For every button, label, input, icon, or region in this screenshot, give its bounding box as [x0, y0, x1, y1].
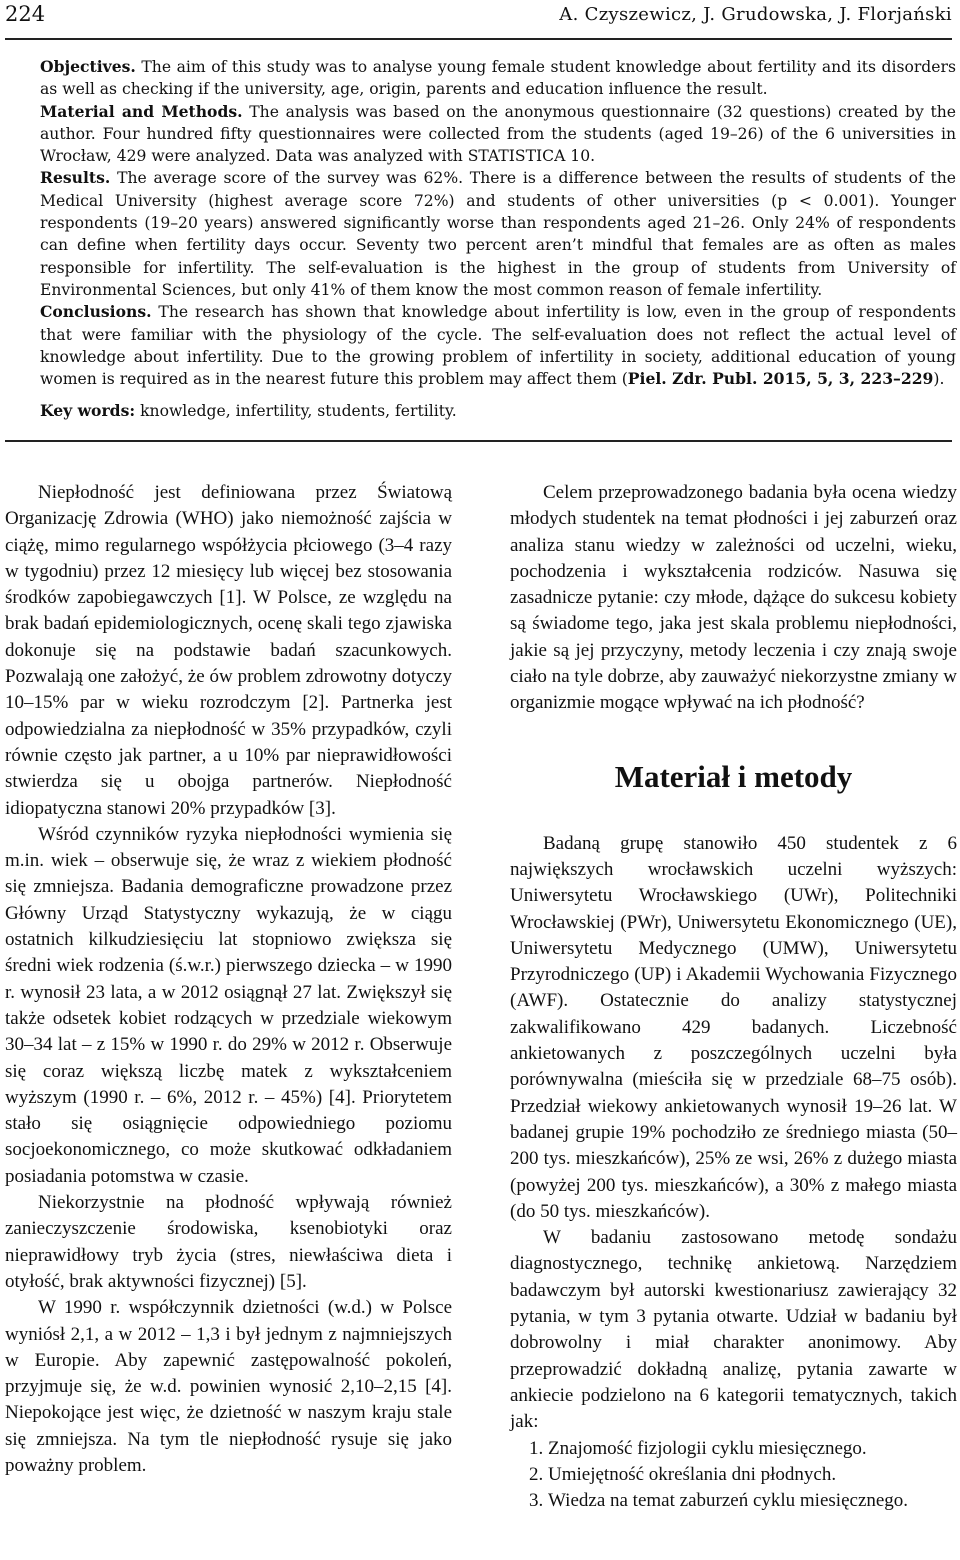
body-paragraph: Badaną grupę stanowiło 450 studentek z 6 największych wrocławskich uczelni wyższych: Uniwersytetu Wrocławskiego (UWr), Politechniki Wrocławskiej (PWr), Uniwersytetu Ekonomicznego (UE), Uniwersytetu Medycznego (UMW), Uniwersytetu Przyrodniczego (UP) i Akademii Wychowania Fizycznego (AWF). Ostatecznie do analizy statystycznej zakwalifikowano 429 badanych. Liczebność ankietowanych z poszczególnych uczelni była porównywalna (mieściła się w przedziale 68–75 osób). Przedział wiekowy ankietowanych wynosił 19–26 lat. W badanej grupie 19% pochodziło ze średniego miasta (50–200 tys. mieszkańców), 25% ze wsi, 26% z dużego miasta (powyżej 200 tys. mieszkańców), a 30% z małego miasta (do 50 tys. mieszkańców). [510, 832, 957, 1222]
running-head-authors: A. Czyszewicz, J. Grudowska, J. Florjański [559, 4, 952, 25]
objectives-label: Objectives. [40, 57, 136, 76]
results-text: The average score of the survey was 62%. There is a difference between the results of students of the Medical University (highest average score 72%) and students of other universities (p < 0.001). Younger respondents (19–20 years) answered significantly worse than respondents aged 21–26. Only 24% of respondents can define when fertility days occur. Seventy two percent aren’t mindful that females are as often as males responsible for infertility. The self-evaluation is the highest in the group of students from University of Environmental Sciences, but only 41% of them know the most common reason of female infertility. [40, 169, 956, 299]
page-header [5, 0, 952, 40]
right-column [510, 480, 957, 1514]
conclusions-label: Conclusions. [40, 302, 152, 322]
left-column [5, 480, 452, 1479]
body-paragraph: Celem przeprowadzonego badania była ocena wiedzy młodych studentek na temat płodności i jej zaburzeń oraz analiza stanu wiedzy w zależności od uczelni, wieku, pochodzenia i wykształcenia rodziców. Nasuwa się zasadnicze pytanie: czy młode, dążące do sukcesu kobiety są świadome tego, jaka jest skala problemu niepłodności, jakie są jej przyczyny, metody leczenia i czy znają swoje ciało na tyle dobrze, aby zauważyć niekorzystne zmiany w organizmie mogące wpływać na ich płodność? [510, 482, 957, 714]
list-item: 1. Znajomość fizjologii cyklu miesięcznego. [548, 1436, 957, 1462]
body-paragraph: Wśród czynników ryzyka niepłodności wymienia się m.in. wiek – obserwuje się, że wraz z wiekiem płodność się zmniejsza. Badania demograficzne prowadzone przez Główny Urząd Statystyczny wykazują, że w ciągu ostatnich kilkudziesięciu lat stopniowo zwiększa się średni wiek rodzenia (ś.w.r.) pierwszego dziecka – w 1990 r. wynosił 23 lata, a w 2012 osiągnął 27 lat. Zwiększył się także odsetek kobiet rodzących w przedziale wiekowym 30–34 lat – z 15% w 1990 r. do 29% w 2012 r. Obserwuje się coraz większą liczbę matek z wykształceniem wyższym (1990 r. – 6%, 2012 r. – 45%) [4]. Priorytetem stało się osiągnięcie odpowiedniego poziomu socjoekonomicznego, co może skutkować odkładaniem posiadania potomstwa w czasie. [5, 823, 452, 1187]
header-rule [5, 38, 952, 40]
body-paragraph: W 1990 r. współczynnik dzietności (w.d.) w Polsce wyniósł 2,1, a w 2012 – 1,3 i był jednym z najmniejszych w Europie. Aby zapewnić zastępowalność pokoleń, przyjmuje się, że w.d. powinien wynosić 2,10–2,15 [4]. Niepokojące jest więc, że dzietność w naszym kraju stale się zmniejsza. Na tym tle niepłodność rysuje się jako poważny problem. [5, 1297, 452, 1476]
objectives-text: The aim of this study was to analyse young female student knowledge about fertility and its disorders as well as checking if the university, age, origin, parents and education influence the result. [40, 58, 956, 99]
abstract-conclusions [40, 301, 956, 390]
abstract-objectives [40, 56, 956, 101]
body-paragraph: Niepłodność jest definiowana przez Światową Organizację Zdrowia (WHO) jako niemożność zajścia w ciążę, mimo regularnego współżycia płciowego (3–4 razy w tygodniu) przez 12 miesięcy lub więcej bez stosowania środków zapobiegawczych [1]. W Polsce, ze względu na brak badań epidemiologicznych, ocenę skali tego zjawiska dokonuje się na podstawie badań szacunkowych. Pozwalają one założyć, że ów problem zdrowotny dotyczy 10–15% par w wieku rozrodczym [2]. Partnerka jest odpowiedzialna za niepłodność w 35% przypadków, czyli równie często jak partner, a u 10% par nieprawidłowości stwierdza się u obojga partnerów. Niepłodność idiopatyczna stanowi 20% przypadków [3]. [5, 482, 452, 819]
category-list [510, 1436, 957, 1515]
methods-label: Material and Methods. [40, 101, 243, 121]
abstract-methods [40, 101, 956, 168]
keywords-label: Key words: [40, 401, 136, 421]
abstract-keywords [40, 400, 956, 422]
body-paragraph: Niekorzystnie na płodność wpływają również zanieczyszczenie środowiska, ksenobiotyki oraz nieprawidłowy tryb życia (stres, niewłaściwa dieta i otyłość, brak aktywności fizycznej) [5]. [5, 1192, 452, 1292]
body-paragraph: W badaniu zastosowano metodę sondażu diagnostycznego, technikę ankietową. Narzędziem badawczym był autorski kwestionariusz zawierający 32 pytania, w tym 3 pytania otwarte. Udział w badaniu był dobrowolny i miał charakter anonimowy. Aby przeprowadzić dokładną analizę, pytania zawarte w ankiecie podzielono na 6 kategorii tematycznych, takich jak: [510, 1227, 957, 1433]
keywords-text: knowledge, infertility, students, fertility. [140, 402, 457, 421]
citation-close: ). [933, 370, 945, 389]
list-item: 2. Umiejętność określania dni płodnych. [548, 1462, 957, 1488]
citation: Piel. Zdr. Publ. 2015, 5, 3, 223–229 [627, 369, 934, 389]
conclusions-text: The research has shown that knowledge about infertility is low, even in the group of respondents that were familiar with the physiology of the cycle. The self-evaluation does not reflect the actual level of knowledge about infertility. Due to the growing problem of infertility in society, additional education of young women is required as in the nearest future this problem may affect them ( [40, 303, 956, 389]
page-number: 224 [5, 2, 46, 26]
section-title: Materiał i metody [614, 758, 853, 794]
methods-text: The analysis was based on the anonymous questionnaire (32 questions) created by the author. Four hundred fifty questionnaires were collected from the students (aged 19–26) of the 6 universities in Wrocław, 429 were analyzed. Data was analyzed with STATISTICA 10. [40, 102, 956, 166]
abstract [40, 56, 956, 423]
abstract-results [40, 167, 956, 301]
list-item: 3. Wiedza na temat zaburzeń cyklu miesięcznego. [548, 1488, 957, 1514]
abstract-rule [5, 440, 952, 442]
results-label: Results. [40, 168, 111, 188]
